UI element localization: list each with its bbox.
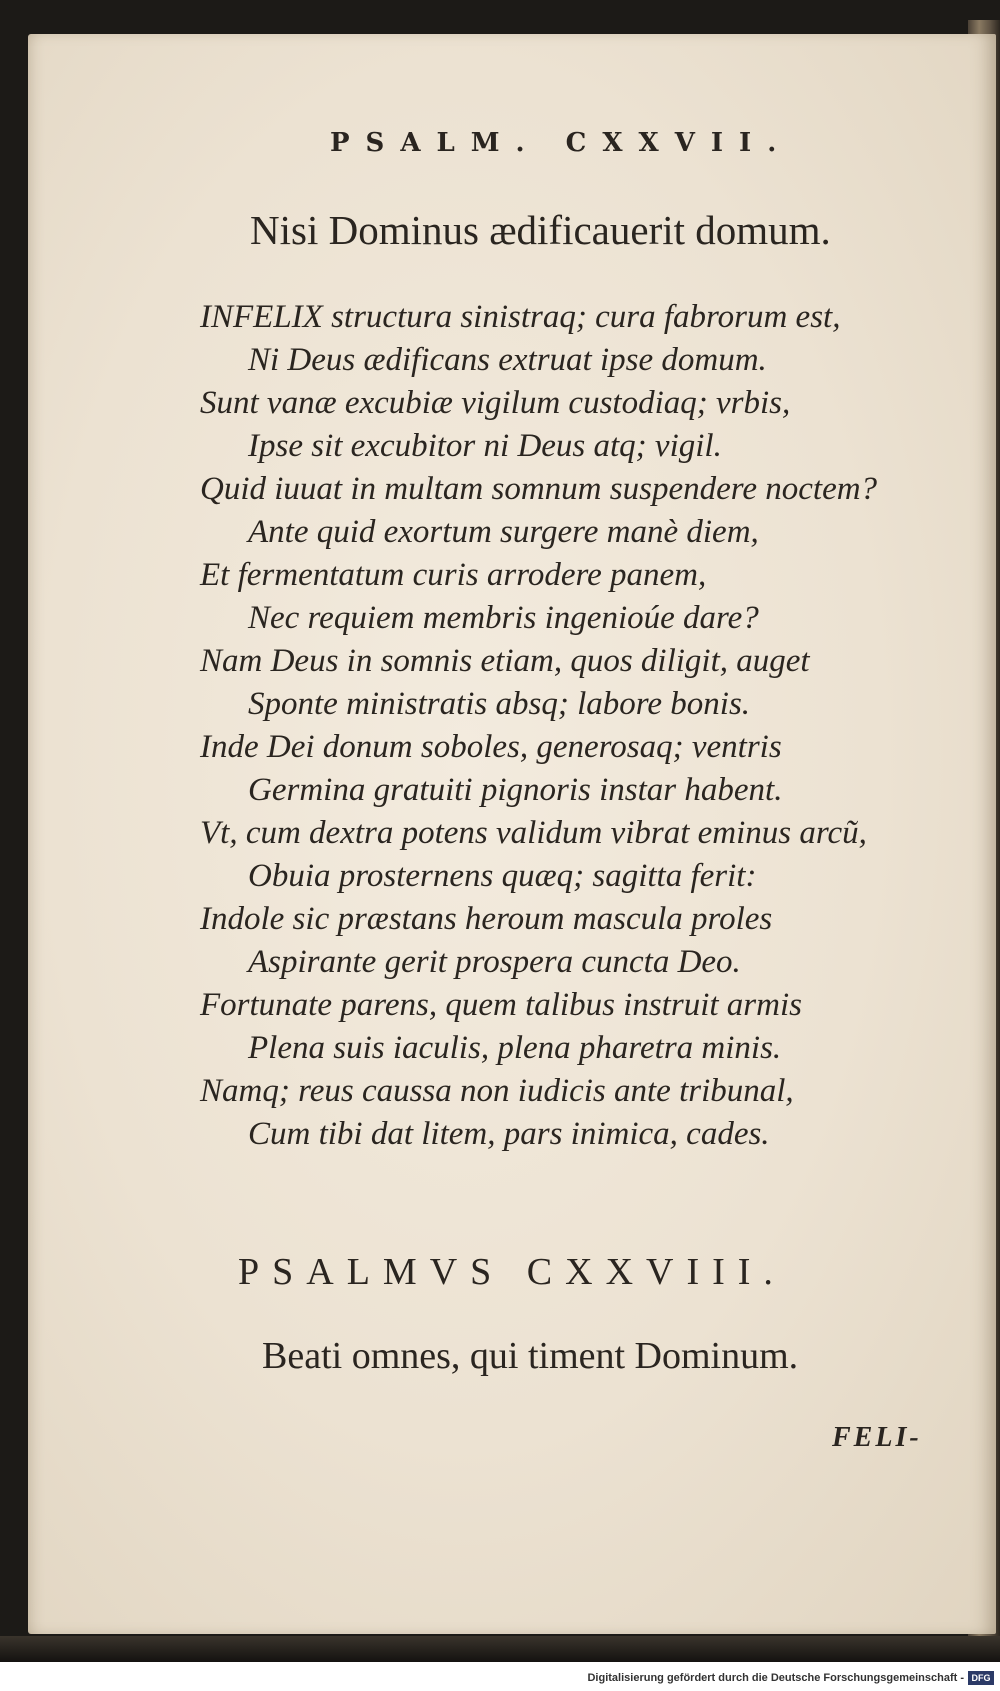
book-edge-bottom <box>0 1636 1000 1662</box>
verse-line: Fortunate parens, quem talibus instruit armis <box>200 987 802 1023</box>
verse-line: Cum tibi dat litem, pars inimica, cades. <box>248 1116 770 1152</box>
verse-line: Sponte ministratis absq; labore bonis. <box>248 686 751 722</box>
catchword: FELI- <box>832 1422 922 1453</box>
psalm-heading-128: PSALMVS CXXVIII. <box>238 1251 786 1293</box>
verse-line: Inde Dei donum soboles, generosaq; ventris <box>200 729 782 765</box>
verse-line: Ante quid exortum surgere manè diem, <box>248 514 759 550</box>
verse-line: Obuia prosternens quæq; sagitta ferit: <box>248 858 757 894</box>
verse-line: Aspirante gerit prospera cuncta Deo. <box>248 944 741 980</box>
verse-line: Vt, cum dextra potens validum vibrat eminus arcũ, <box>200 815 867 851</box>
psalm-incipit-127: Nisi Dominus ædificauerit domum. <box>250 207 831 253</box>
verse-line: Quid iuuat in multam somnum suspendere noctem? <box>200 471 878 507</box>
verse-line: Nam Deus in somnis etiam, quos diligit, auget <box>200 643 810 679</box>
psalm-incipit-128: Beati omnes, qui timent Dominum. <box>262 1335 799 1377</box>
verse-line: Et fermentatum curis arrodere panem, <box>200 557 707 593</box>
verse-line: Germina gratuiti pignoris instar habent. <box>248 772 783 808</box>
verse-line: INFELIX structura sinistraq; cura fabrorum est, <box>200 299 841 335</box>
verse-line: Sunt vanæ excubiæ vigilum custodiaq; vrbis, <box>200 385 791 421</box>
verse-line: Ipse sit excubitor ni Deus atq; vigil. <box>248 428 722 464</box>
verse-line: Plena suis iaculis, plena pharetra minis. <box>248 1030 782 1066</box>
running-head: PSALM. CXXVII. <box>330 128 793 158</box>
digitization-credit: Digitalisierung gefördert durch die Deutsche Forschungsgemeinschaft - <box>587 1672 964 1684</box>
dfg-logo-icon: DFG <box>968 1671 994 1685</box>
verse-line: Nec requiem membris ingenioúe dare? <box>248 600 759 636</box>
verse-line: Ni Deus ædificans extruat ipse domum. <box>248 342 767 378</box>
verse-block <box>200 296 940 1156</box>
verse-line: Namq; reus caussa non iudicis ante tribunal, <box>200 1073 794 1109</box>
verse-line: Indole sic præstans heroum mascula proles <box>200 901 773 937</box>
